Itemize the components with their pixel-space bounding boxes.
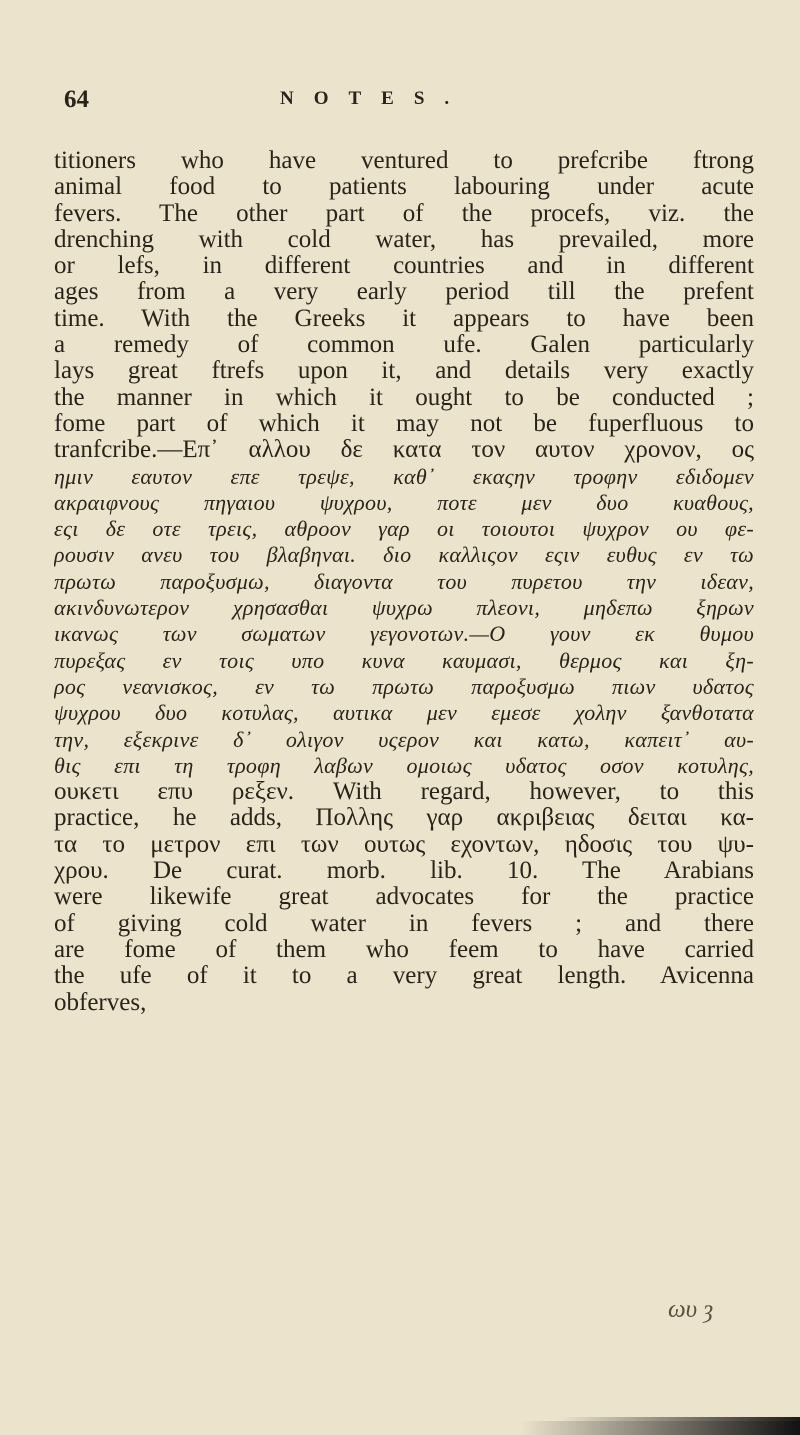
text-line: ουκετι επυ ρεξεν. With regard, however, to this bbox=[54, 779, 754, 806]
text-line: are fome of them who feem to have carried bbox=[54, 936, 754, 963]
greek-quote-line: εςι δε οτε τρεις, αθροον γαρ οι τοιουτοι ψυχρον ου φε- bbox=[54, 516, 754, 542]
text-line: ages from a very early period till the prefent bbox=[54, 279, 754, 306]
text-line: τα το μετρον επι των ουτως εχοντων, ηδοσις του ψυ- bbox=[54, 831, 754, 858]
greek-quote-line: ημιν εαυτον επε τρεψε, καθ᾽ εκαςην τροφην εδιδομεν bbox=[54, 463, 754, 489]
text-line: time. With the Greeks it appears to have been bbox=[54, 305, 754, 332]
text-line: the manner in which it ought to be conducted ; bbox=[54, 384, 754, 411]
text-line: fome part of which it may not be fuperfluous to bbox=[54, 410, 754, 437]
body-text bbox=[54, 148, 754, 1016]
text-line: lays great ftrefs upon it, and details very exactly bbox=[54, 358, 754, 385]
text-line: or lefs, in different countries and in different bbox=[54, 253, 754, 280]
page-edge-shadow bbox=[0, 1421, 800, 1435]
text-line: fevers. The other part of the procefs, viz. the bbox=[54, 200, 754, 227]
text-line: tranfcribe.—Επ᾽ αλλου δε κατα τον αυτον χρονον, ος bbox=[54, 437, 754, 464]
text-line: practice, he adds, Πολλης γαρ ακριβειας δειται κα- bbox=[54, 805, 754, 832]
greek-quote-line: ακινδυνωτερον χρησασθαι ψυχρω πλεονι, μηδεπω ξηρων bbox=[54, 595, 754, 621]
text-line: a remedy of common ufe. Galen particularly bbox=[54, 332, 754, 359]
text-line: the ufe of it to a very great length. Avicenna bbox=[54, 963, 754, 990]
greek-quote-line: πυρεξας εν τοις υπο κυνα καυμασι, θερμος και ξη- bbox=[54, 647, 754, 673]
greek-quote-line: ρουσιν ανευ του βλαβηναι. διο καλλιςον εςιν ευθυς εν τω bbox=[54, 542, 754, 568]
greek-quote-line: θις επι τη τροφη λαβων ομοιως υδατος οσον κοτυλης, bbox=[54, 752, 754, 778]
greek-quote-line: ικανως των σωματων γεγονοτων.—Ο γουν εκ θυμου bbox=[54, 621, 754, 647]
running-head: NOTES. bbox=[280, 88, 470, 109]
page-number: 64 bbox=[64, 86, 89, 113]
page-header bbox=[64, 86, 740, 116]
text-line: animal food to patients labouring under acute bbox=[54, 174, 754, 201]
text-line: titioners who have ventured to prefcribe ftrong bbox=[54, 148, 754, 174]
greek-quote-line: ρος νεανισκος, εν τω πρωτω παροξυσμω πιων υδατος bbox=[54, 673, 754, 699]
catchword: ωυ ȝ bbox=[668, 1296, 714, 1323]
text-line: drenching with cold water, has prevailed, more bbox=[54, 226, 754, 253]
greek-quote-line: ακραιφνους πηγαιου ψυχρου, ποτε μεν δυο κυαθους, bbox=[54, 489, 754, 515]
text-line: obferves, bbox=[54, 989, 147, 1016]
greek-quote-line: ψυχρου δυο κοτυλας, αυτικα μεν εμεσε χολην ξανθοτατα bbox=[54, 700, 754, 726]
text-line: χρου. De curat. morb. lib. 10. The Arabians bbox=[54, 858, 754, 885]
text-line: of giving cold water in fevers ; and there bbox=[54, 910, 754, 937]
greek-quote-line: πρωτω παροξυσμω, διαγοντα του πυρετου την ιδεαν, bbox=[54, 568, 754, 594]
text-line: were likewife great advocates for the practice bbox=[54, 884, 754, 911]
greek-quote-line: την, εξεκρινε δ᾽ ολιγον υςερον και κατω, καπειτ᾽ αυ- bbox=[54, 726, 754, 752]
